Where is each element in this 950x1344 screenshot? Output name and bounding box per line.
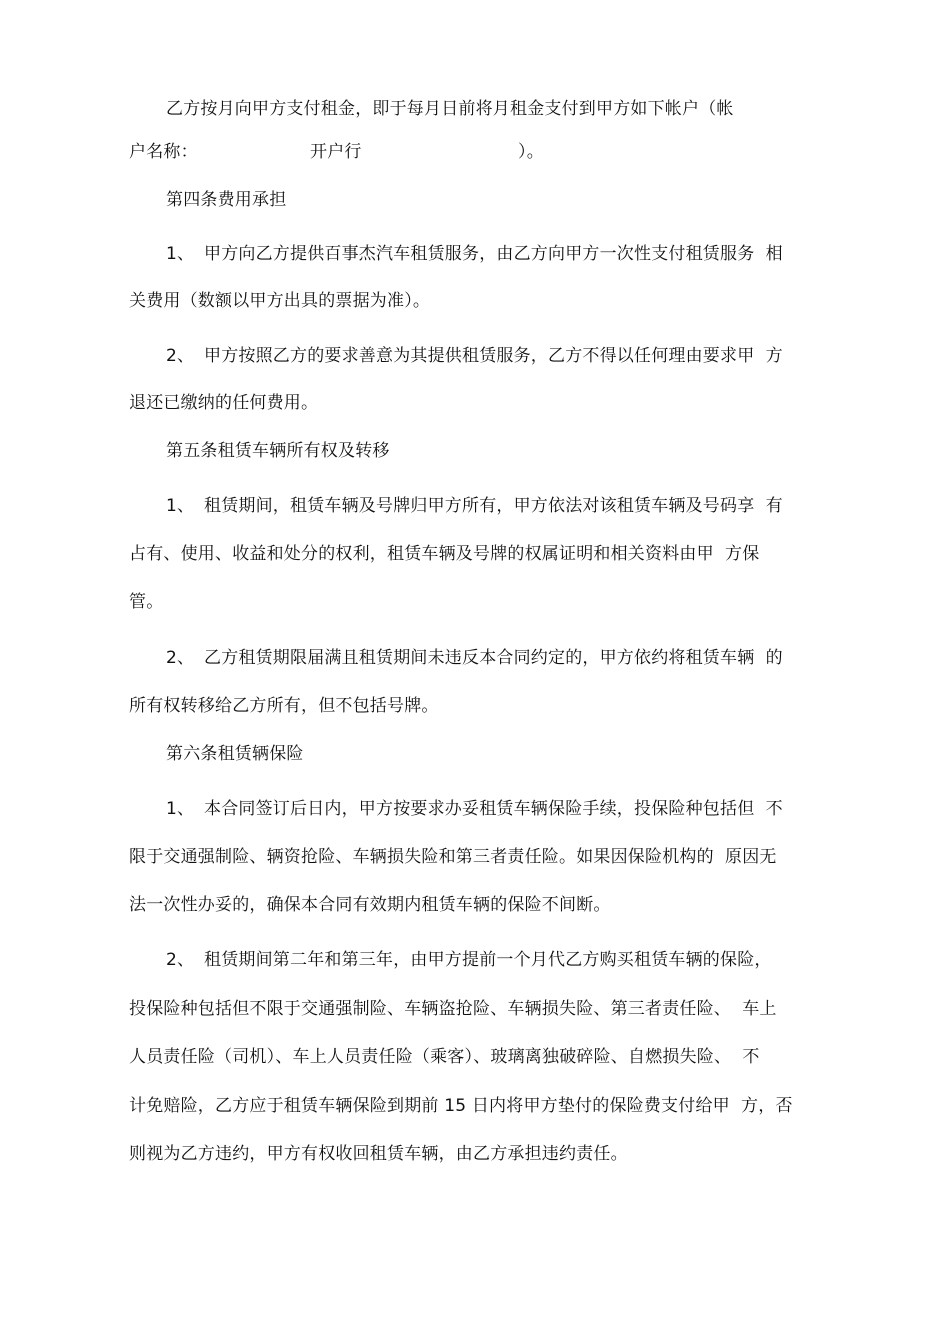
text-line: 开户行: [310, 142, 362, 162]
text-line: 占有、使用、收益和处分的权利，租赁车辆及号牌的权属证明和相关资料由甲 方保: [129, 544, 760, 564]
section-heading: 第五条租赁车辆所有权及转移: [166, 441, 390, 461]
item-number: 1、: [166, 799, 195, 819]
text-line: 乙方租赁期限届满且租赁期间未违反本合同约定的，甲方依约将租赁车辆 的: [204, 648, 783, 668]
text-line: 管。: [129, 592, 164, 612]
text-line: 计免赔险，乙方应于租赁车辆保险到期前 15 日内将甲方垫付的保险费支付给甲 方，否: [129, 1096, 793, 1116]
item-number: 2、: [166, 648, 195, 668]
text-line: 退还已缴纳的任何费用。: [129, 393, 319, 413]
text-line: 关费用（数额以甲方出具的票据为准）。: [129, 291, 431, 311]
text-line: 则视为乙方违约，甲方有权收回租赁车辆，由乙方承担违约责任。: [129, 1144, 628, 1164]
item-number: 1、: [166, 496, 195, 516]
text-line: 租赁期间第二年和第三年，由甲方提前一个月代乙方购买租赁车辆的保险，: [204, 950, 772, 970]
text-line: 租赁期间，租赁车辆及号牌归甲方所有，甲方依法对该租赁车辆及号码享 有: [204, 496, 783, 516]
text-line: 户名称：: [129, 142, 198, 162]
text-line: 所有权转移给乙方所有，但不包括号牌。: [129, 696, 439, 716]
item-number: 1、: [166, 244, 195, 264]
text-line: 本合同签订后日内，甲方按要求办妥租赁车辆保险手续，投保险种包括但 不: [204, 799, 783, 819]
text-line: 甲方向乙方提供百事杰汽车租赁服务，由乙方向甲方一次性支付租赁服务 相: [204, 244, 783, 264]
section-heading: 第六条租赁辆保险: [166, 744, 304, 764]
text-line: ）。: [518, 142, 544, 162]
item-number: 2、: [166, 346, 195, 366]
item-number: 2、: [166, 950, 195, 970]
text-line: 甲方按照乙方的要求善意为其提供租赁服务，乙方不得以任何理由要求甲 方: [204, 346, 783, 366]
text-line: 乙方按月向甲方支付租金，即于每月日前将月租金支付到甲方如下帐户（帐: [166, 99, 734, 119]
section-heading: 第四条费用承担: [166, 190, 287, 210]
text-line: 法一次性办妥的，确保本合同有效期内租赁车辆的保险不间断。: [129, 895, 611, 915]
text-line: 限于交通强制险、辆资抢险、车辆损失险和第三者责任险。如果因保险机构的 原因无: [129, 847, 777, 867]
text-line: 投保险种包括但不限于交通强制险、车辆盗抢险、车辆损失险、第三者责任险、 车上: [129, 999, 777, 1019]
text-line: 人员责任险（司机）、车上人员责任险（乘客）、玻璃离独破碎险、自燃损失险、 不: [129, 1047, 760, 1067]
